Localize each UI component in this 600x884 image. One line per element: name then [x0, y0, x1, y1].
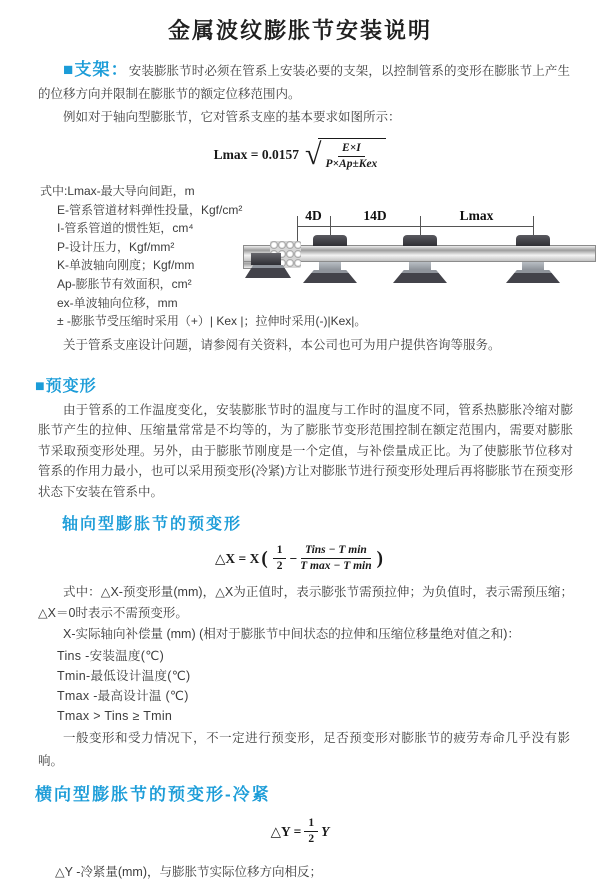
temp-numerator: Tins − T min: [301, 544, 371, 559]
radical-sign-icon: √: [305, 138, 322, 171]
axial-formula: [0, 544, 600, 573]
sqrt-denominator: P×Ap±Kex: [325, 158, 378, 170]
open-paren: (: [261, 547, 268, 569]
support-cap: [516, 235, 550, 246]
lateral-note: △Y -冷紧量(mm)，与膨胀节实际位移方向相反；: [55, 865, 323, 880]
lateral-formula: [0, 817, 600, 846]
axial-x-definition: X-实际轴向补偿量 (mm) (相对于膨胀节中间状态的拉伸和压缩位移量绝对值之和)：: [63, 627, 520, 642]
support-neck: [319, 262, 341, 271]
dim-label-4d: 4D: [305, 208, 322, 223]
support-cap: [403, 235, 437, 246]
defs-label-line: 式中:Lmax-最大导向间距，m: [40, 184, 195, 198]
axial-explanation: 式中：△X-预变形量(mm)，△X为正值时，表示膨张节需预拉伸；为负值时，表示需预压缩；△X＝0时表示不需预变形。: [38, 585, 573, 620]
lateral-frac-den: 2: [308, 833, 315, 846]
lmax-formula-lhs: Lmax = 0.0157: [213, 147, 299, 162]
support-base: [506, 270, 560, 283]
definition-line: K-单波轴向刚度；Kgf/mm: [57, 258, 195, 273]
support-neck: [522, 262, 544, 271]
page-title: 金属波纹膨胀节安装说明: [167, 18, 432, 43]
support-cap: [313, 235, 347, 246]
anchor-bar: [251, 253, 281, 265]
half-denominator: 2: [276, 560, 283, 573]
guide-support: [303, 207, 357, 307]
support-paragraph: [38, 58, 570, 106]
temp-denominator: T max − T min: [300, 560, 372, 573]
lateral-formula-lhs: △Y =: [270, 823, 302, 839]
sqrt-numerator: E×I: [338, 142, 365, 157]
support-base: [303, 270, 357, 283]
temp-line: Tmin-最低设计温度(℃): [57, 669, 191, 684]
minus-sign: −: [289, 550, 298, 566]
temperature-definitions: [57, 646, 600, 726]
anchor-support: [245, 207, 293, 307]
pipe-support-diagram: [243, 207, 600, 307]
definition-line: E-管系管道材料弹性投量，Kgf/cm²: [57, 202, 243, 217]
document-page: [0, 14, 600, 880]
preset-paragraph: 由于管系的工作温度变化，安装膨胀节时的温度与工作时的温度不同，管系热膨胀冷缩对膨胀节产生的拉伸、压缩量常常是不均等的，为了膨胀节变形范围控制在额定范围内，需要对膨胀节采取预变形处理。另外，由于膨胀节刚度是一个定值，与补偿量成正比。为了使膨胀节位移对管系的作用力最小，也可以采用预变形(冷紧)方让对膨胀节进行预变形处理后再将膨胀节在预变形状态下安装在管系中。: [38, 402, 573, 499]
support-example-line: 例如对于轴向型膨胀节，它对管系支座的基本要求如图所示：: [63, 110, 401, 124]
axial-note: 一般变形和受力情况下，不一定进行预变形，足否预变形对膨胀节的疲劳寿命几乎没有影响。: [38, 731, 570, 769]
support-note-line: 关于管系支座设计问题，请参阅有关资料，本公司也可为用户提供咨询等服务。: [63, 337, 501, 352]
definition-line: ex-单波轴向位移，mm: [57, 295, 178, 310]
section-heading-preset: ■预变形: [35, 377, 97, 395]
anchor-base: [245, 265, 291, 278]
definition-line: P-设计压力，Kgf/mm²: [57, 239, 175, 254]
definition-line: I-管系管道的惯性矩，cm⁴: [57, 221, 194, 236]
support-base: [393, 270, 447, 283]
dim-label-14d: 14D: [363, 208, 387, 223]
definition-line: ± -膨胀节受压缩时采用（+）| Kex |；拉伸时采用(-)|Kex|。: [57, 314, 367, 329]
axial-formula-lhs: △X = X: [215, 550, 260, 566]
temp-line: Tmax -最高设计温 (℃): [57, 689, 189, 704]
guide-support: [393, 207, 447, 307]
temp-line: Tins -安装温度(℃): [57, 649, 165, 664]
support-neck: [409, 262, 431, 271]
half-numerator: 1: [273, 544, 287, 559]
lateral-formula-rhs: Y: [321, 823, 330, 839]
lmax-formula: [0, 138, 600, 172]
sqrt-radical: [305, 138, 386, 172]
guide-support: [506, 207, 560, 307]
axial-heading: 轴向型膨胀节的预变形: [62, 516, 243, 534]
section-heading-support: ■支架：: [63, 60, 129, 79]
temp-line: Tmax > Tins ≥ Tmin: [57, 709, 173, 724]
lateral-heading: 横向型膨胀节的预变形-冷紧: [35, 785, 271, 805]
definition-line: Ap-膨胀节有效面积，cm²: [57, 276, 192, 291]
close-paren: ): [376, 547, 383, 569]
lateral-frac-num: 1: [304, 817, 318, 832]
dim-label-lmax: Lmax: [459, 208, 494, 223]
support-paragraph-text: 安装膨胀节时必须在管系上安装必要的支架，以控制管系的变形在膨胀节上产生的位移方向并限制在膨胀节的额定位移范围内。: [38, 64, 570, 101]
